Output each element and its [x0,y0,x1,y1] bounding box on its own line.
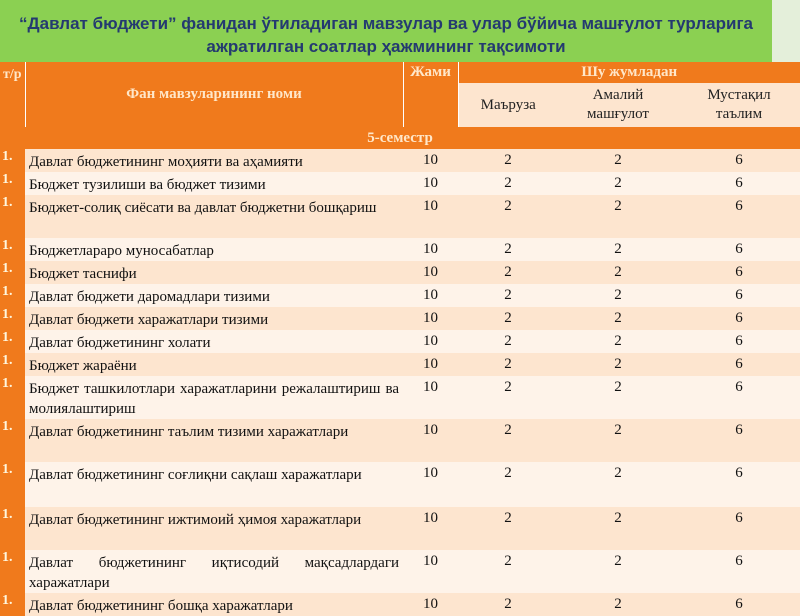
table-row [0,238,800,261]
row-self: 6 [678,462,800,507]
row-self: 6 [678,238,800,261]
row-self: 6 [678,195,800,238]
row-practice: 2 [558,238,678,261]
table-row [0,507,800,550]
row-practice: 2 [558,284,678,307]
header-num [0,62,25,127]
header-topic-label: Фан мавзуларининг номи [126,86,302,102]
row-total: 10 [403,195,458,238]
row-self: 6 [678,593,800,616]
row-lecture: 2 [458,507,558,550]
row-lecture: 2 [458,307,558,330]
row-practice: 2 [558,330,678,353]
row-lecture: 2 [458,195,558,238]
row-total: 10 [403,330,458,353]
table-row [0,307,800,330]
row-lecture: 2 [458,149,558,172]
table-row [0,462,800,507]
row-num: 1. [0,376,25,419]
row-num: 1. [0,419,25,462]
header-lecture: Маъруза [458,83,558,127]
row-topic: Бюджет таснифи [25,261,403,284]
row-lecture: 2 [458,376,558,419]
row-num: 1. [0,284,25,307]
title-banner [0,0,772,62]
row-self: 6 [678,376,800,419]
row-total: 10 [403,419,458,462]
row-topic: Давлат бюджетининг таълим тизими харажатлари [25,419,403,462]
table-row [0,172,800,195]
table-row [0,353,800,376]
row-self: 6 [678,172,800,195]
table-row [0,330,800,353]
row-self: 6 [678,330,800,353]
row-total: 10 [403,507,458,550]
row-lecture: 2 [458,284,558,307]
row-num: 1. [0,330,25,353]
header-practice: Амалий машғулот [558,83,678,127]
row-self: 6 [678,507,800,550]
row-total: 10 [403,353,458,376]
semester-label: 5-семестр [0,127,800,149]
row-lecture: 2 [458,238,558,261]
row-topic: Давлат бюджети харажатлари тизими [25,307,403,330]
table-row [0,550,800,593]
header-group-label: Шу жумладан [581,64,678,80]
row-lecture: 2 [458,462,558,507]
row-lecture: 2 [458,330,558,353]
title-line-1: “Давлат бюджети” фанидан ўтиладиган мавзулар ва улар бўйича машғулот турларига [19,14,753,33]
row-lecture: 2 [458,172,558,195]
row-self: 6 [678,419,800,462]
header-group [458,62,800,83]
row-topic: Давлат бюджетининг ижтимоий ҳимоя харажатлари [25,507,403,550]
row-lecture: 2 [458,593,558,616]
table-row [0,284,800,307]
row-practice: 2 [558,462,678,507]
row-self: 6 [678,550,800,593]
table-row [0,419,800,462]
header-total [403,62,458,127]
row-total: 10 [403,261,458,284]
row-practice: 2 [558,376,678,419]
row-self: 6 [678,149,800,172]
header-topic [25,62,403,127]
table-row [0,149,800,172]
row-num: 1. [0,462,25,507]
row-self: 6 [678,307,800,330]
row-num: 1. [0,261,25,284]
row-practice: 2 [558,593,678,616]
row-num: 1. [0,172,25,195]
row-total: 10 [403,550,458,593]
row-practice: 2 [558,172,678,195]
row-total: 10 [403,307,458,330]
side-strip [772,0,800,62]
row-total: 10 [403,284,458,307]
row-topic: Давлат бюджетининг соғлиқни сақлаш харажатлари [25,462,403,507]
row-num: 1. [0,238,25,261]
row-practice: 2 [558,261,678,284]
row-practice: 2 [558,149,678,172]
row-topic: Бюджет жараёни [25,353,403,376]
row-num: 1. [0,550,25,593]
row-practice: 2 [558,419,678,462]
row-lecture: 2 [458,550,558,593]
row-lecture: 2 [458,261,558,284]
row-num: 1. [0,593,25,616]
row-num: 1. [0,353,25,376]
row-practice: 2 [558,550,678,593]
row-topic: Давлат бюджетининг иқтисодий мақсадлардаги харажатлари [25,550,403,593]
row-total: 10 [403,462,458,507]
table-row [0,195,800,238]
header-total-label: Жами [410,64,451,80]
row-num: 1. [0,195,25,238]
header-self: Мустақил таълим [678,83,800,127]
row-topic: Давлат бюджетининг моҳияти ва аҳамияти [25,149,403,172]
row-self: 6 [678,353,800,376]
topics-table [0,62,800,616]
row-total: 10 [403,238,458,261]
row-topic: Бюджет-солиқ сиёсати ва давлат бюджетни бошқариш [25,195,403,238]
row-num: 1. [0,307,25,330]
row-lecture: 2 [458,353,558,376]
row-num: 1. [0,507,25,550]
header-num-label: т/р [2,67,22,82]
row-self: 6 [678,261,800,284]
semester-row [0,127,800,149]
row-topic: Бюджетлараро муносабатлар [25,238,403,261]
row-total: 10 [403,172,458,195]
row-topic: Бюджет тузилиши ва бюджет тизими [25,172,403,195]
row-num: 1. [0,149,25,172]
row-total: 10 [403,593,458,616]
row-topic: Давлат бюджетининг бошқа харажатлари [25,593,403,616]
table-row [0,376,800,419]
row-total: 10 [403,376,458,419]
row-self: 6 [678,284,800,307]
row-practice: 2 [558,195,678,238]
row-practice: 2 [558,507,678,550]
row-topic: Давлат бюджетининг холати [25,330,403,353]
row-topic: Бюджет ташкилотлари харажатларини режалаштириш ва молиялаштириш [25,376,403,419]
row-topic: Давлат бюджети даромадлари тизими [25,284,403,307]
table-row [0,261,800,284]
table-row [0,593,800,616]
row-lecture: 2 [458,419,558,462]
row-practice: 2 [558,353,678,376]
row-total: 10 [403,149,458,172]
row-practice: 2 [558,307,678,330]
title-line-2: ажратилган соатлар ҳажмининг тақсимоти [206,37,566,56]
